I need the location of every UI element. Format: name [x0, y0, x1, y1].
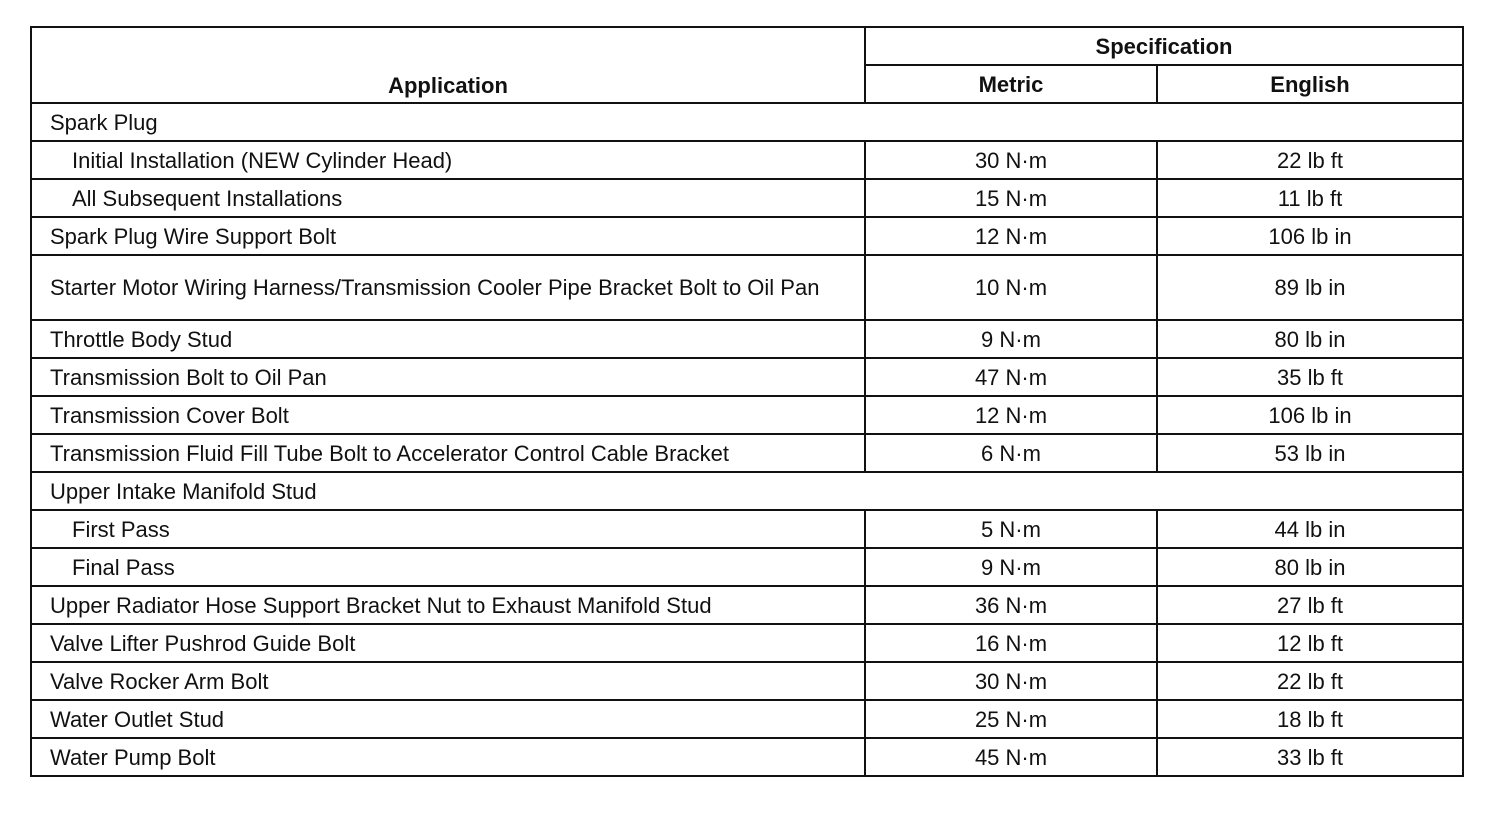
application-cell: Initial Installation (NEW Cylinder Head) — [31, 141, 865, 179]
table-row — [31, 320, 1463, 358]
application-cell: Water Pump Bolt — [31, 738, 865, 776]
table-row — [31, 179, 1463, 217]
table-body — [31, 103, 1463, 776]
application-cell: Water Outlet Stud — [31, 700, 865, 738]
table-row — [31, 217, 1463, 255]
table-row — [31, 548, 1463, 586]
metric-cell: 9 N·m — [865, 548, 1157, 586]
torque-spec-table — [30, 26, 1464, 777]
table-row — [31, 358, 1463, 396]
table-row — [31, 141, 1463, 179]
application-cell: First Pass — [31, 510, 865, 548]
metric-cell: 30 N·m — [865, 662, 1157, 700]
metric-cell: 45 N·m — [865, 738, 1157, 776]
table-row — [31, 700, 1463, 738]
application-cell: Final Pass — [31, 548, 865, 586]
english-cell: 44 lb in — [1157, 510, 1463, 548]
metric-cell: 47 N·m — [865, 358, 1157, 396]
application-cell: All Subsequent Installations — [31, 179, 865, 217]
english-cell: 22 lb ft — [1157, 141, 1463, 179]
english-cell: 106 lb in — [1157, 217, 1463, 255]
metric-cell: 9 N·m — [865, 320, 1157, 358]
english-cell: 33 lb ft — [1157, 738, 1463, 776]
metric-cell: 16 N·m — [865, 624, 1157, 662]
application-cell: Transmission Bolt to Oil Pan — [31, 358, 865, 396]
table-row — [31, 624, 1463, 662]
english-cell: 35 lb ft — [1157, 358, 1463, 396]
table-row — [31, 510, 1463, 548]
metric-cell: 15 N·m — [865, 179, 1157, 217]
english-cell: 53 lb in — [1157, 434, 1463, 472]
metric-header: Metric — [865, 65, 1157, 103]
table-row — [31, 738, 1463, 776]
metric-cell: 6 N·m — [865, 434, 1157, 472]
english-cell: 27 lb ft — [1157, 586, 1463, 624]
metric-cell: 30 N·m — [865, 141, 1157, 179]
english-header: English — [1157, 65, 1463, 103]
table-row — [31, 662, 1463, 700]
table-row — [31, 434, 1463, 472]
application-cell: Throttle Body Stud — [31, 320, 865, 358]
specification-header: Specification — [865, 27, 1463, 65]
application-cell: Transmission Fluid Fill Tube Bolt to Accelerator Control Cable Bracket — [31, 434, 865, 472]
english-cell: 11 lb ft — [1157, 179, 1463, 217]
english-cell: 12 lb ft — [1157, 624, 1463, 662]
metric-cell: 25 N·m — [865, 700, 1157, 738]
application-cell: Valve Lifter Pushrod Guide Bolt — [31, 624, 865, 662]
english-cell: 18 lb ft — [1157, 700, 1463, 738]
english-cell: 80 lb in — [1157, 548, 1463, 586]
metric-cell: 36 N·m — [865, 586, 1157, 624]
application-cell: Upper Radiator Hose Support Bracket Nut to Exhaust Manifold Stud — [31, 586, 865, 624]
application-header: Application — [31, 27, 865, 103]
english-cell: 106 lb in — [1157, 396, 1463, 434]
english-cell: 89 lb in — [1157, 255, 1463, 320]
table-row — [31, 586, 1463, 624]
application-cell: Upper Intake Manifold Stud — [31, 472, 1463, 510]
application-cell: Starter Motor Wiring Harness/Transmission Cooler Pipe Bracket Bolt to Oil Pan — [31, 255, 865, 320]
english-cell: 80 lb in — [1157, 320, 1463, 358]
table-group-row — [31, 103, 1463, 141]
table-group-row — [31, 472, 1463, 510]
application-cell: Spark Plug Wire Support Bolt — [31, 217, 865, 255]
table-row — [31, 255, 1463, 320]
metric-cell: 10 N·m — [865, 255, 1157, 320]
metric-cell: 12 N·m — [865, 217, 1157, 255]
metric-cell: 12 N·m — [865, 396, 1157, 434]
application-cell: Valve Rocker Arm Bolt — [31, 662, 865, 700]
english-cell: 22 lb ft — [1157, 662, 1463, 700]
application-cell: Transmission Cover Bolt — [31, 396, 865, 434]
table-row — [31, 396, 1463, 434]
metric-cell: 5 N·m — [865, 510, 1157, 548]
application-cell: Spark Plug — [31, 103, 1463, 141]
